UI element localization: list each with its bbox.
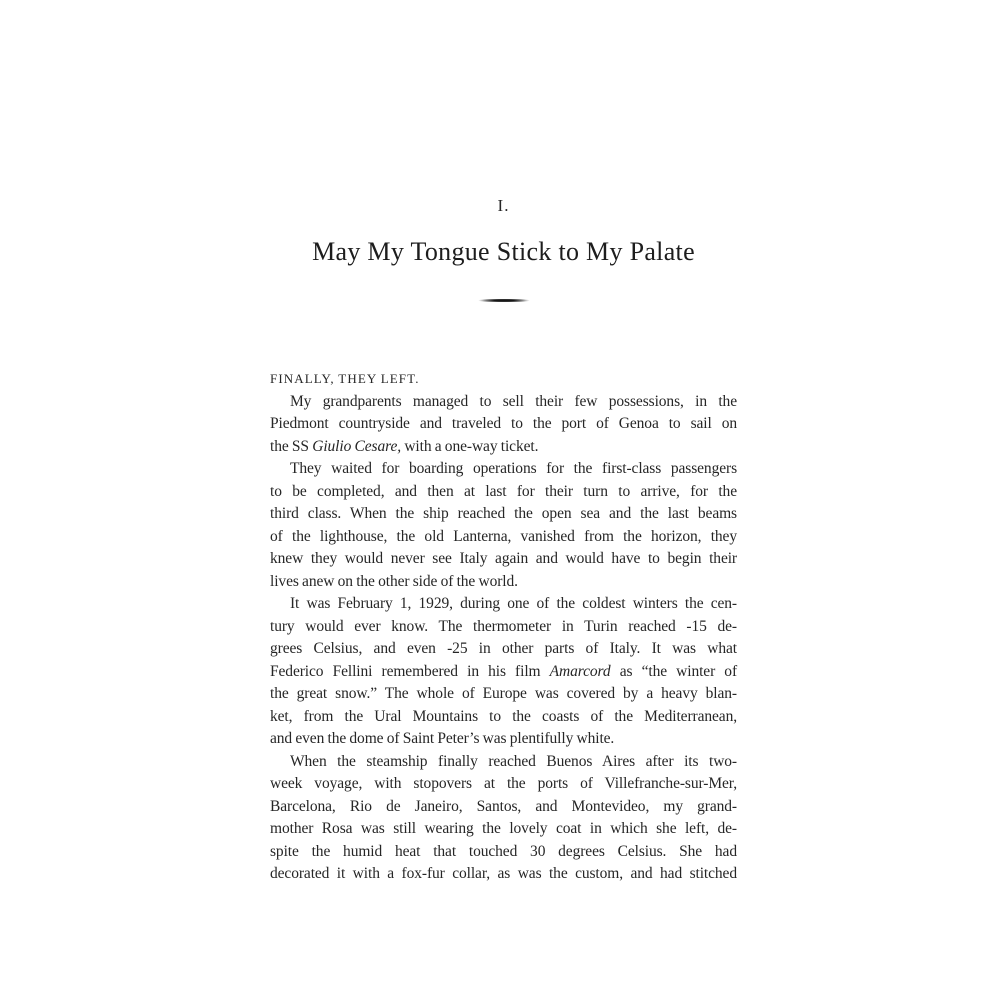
italic-text: Giulio Cesare, <box>312 437 402 455</box>
text-line <box>270 706 737 729</box>
text-line <box>270 571 737 594</box>
text-line <box>270 773 737 796</box>
text-line <box>270 751 737 774</box>
text-line <box>270 863 737 886</box>
text-line <box>270 458 737 481</box>
paragraph <box>270 458 737 593</box>
text-line <box>270 593 737 616</box>
paragraph <box>270 751 737 886</box>
text-line <box>270 503 737 526</box>
text-segment: ket, from the Ural Mountains to the coasts of the Mediterranean, <box>270 707 737 725</box>
text-segment: Piedmont countryside and traveled to the port of Genoa to sail on <box>270 415 737 432</box>
divider-ornament <box>471 299 537 302</box>
text-line <box>270 841 737 864</box>
text-segment: and even the dome of Saint Peter’s was plentifully white. <box>270 730 615 747</box>
paragraph <box>270 593 737 751</box>
text-segment: knew they would never see Italy again and would have to begin their <box>270 550 737 567</box>
text-segment: of the lighthouse, the old Lanterna, vanished from the horizon, they <box>270 527 737 545</box>
text-line <box>270 616 737 639</box>
text-line <box>270 683 737 706</box>
text-segment: They waited for boarding operations for the first-class passengers <box>290 460 737 477</box>
text-segment: tury would ever know. The thermometer in Turin reached -15 de- <box>270 617 737 635</box>
smallcaps-text: FINALLY, THEY LEFT. <box>270 371 420 386</box>
text-segment: spite the humid heat that touched 30 degrees Celsius. She had <box>270 842 737 860</box>
text-segment: the great snow.” The whole of Europe was covered by a heavy blan- <box>270 685 737 702</box>
text-segment: week voyage, with stopovers at the ports of Villefranche-sur-Mer, <box>270 775 737 792</box>
text-segment: mother Rosa was still wearing the lovely coat in which she left, de- <box>270 820 737 837</box>
text-segment: When the steamship finally reached Buenos Aires after its two- <box>290 752 737 770</box>
text-segment: as “the winter of <box>610 662 738 680</box>
lead-paragraph <box>270 368 737 391</box>
text-line <box>270 818 737 841</box>
text-line <box>270 728 737 751</box>
paragraph <box>270 391 737 459</box>
text-line <box>270 413 737 436</box>
text-segment: to be completed, and then at last for their turn to arrive, for the <box>270 482 737 500</box>
text-line <box>270 548 737 571</box>
text-line <box>270 391 737 414</box>
text-segment: grees Celsius, and even -25 in other parts of Italy. It was what <box>270 640 737 657</box>
text-line <box>270 436 737 459</box>
text-line <box>270 481 737 504</box>
chapter-title: May My Tongue Stick to My Palate <box>312 237 695 266</box>
chapter-number: I. <box>497 196 510 215</box>
text-segment: Barcelona, Rio de Janeiro, Santos, and Montevideo, my grand- <box>270 797 737 815</box>
body-text <box>270 368 737 886</box>
text-segment: My grandparents managed to sell their few possessions, in the <box>290 392 737 410</box>
text-segment: third class. When the ship reached the open sea and the last beams <box>270 505 737 522</box>
text-segment: Federico Fellini remembered in his film <box>270 662 550 680</box>
text-line <box>270 661 737 684</box>
text-segment: It was February 1, 1929, during one of the coldest winters the cen- <box>290 595 737 612</box>
text-segment: decorated it with a fox-fur collar, as was the custom, and had stitched <box>270 865 737 882</box>
italic-text: Amarcord <box>549 662 611 680</box>
text-line <box>270 638 737 661</box>
text-line <box>270 526 737 549</box>
text-line <box>270 368 737 391</box>
text-segment: with a one-way ticket. <box>401 437 539 455</box>
text-segment: the SS <box>270 437 313 455</box>
text-line <box>270 796 737 819</box>
text-segment: lives anew on the other side of the world. <box>270 572 518 590</box>
